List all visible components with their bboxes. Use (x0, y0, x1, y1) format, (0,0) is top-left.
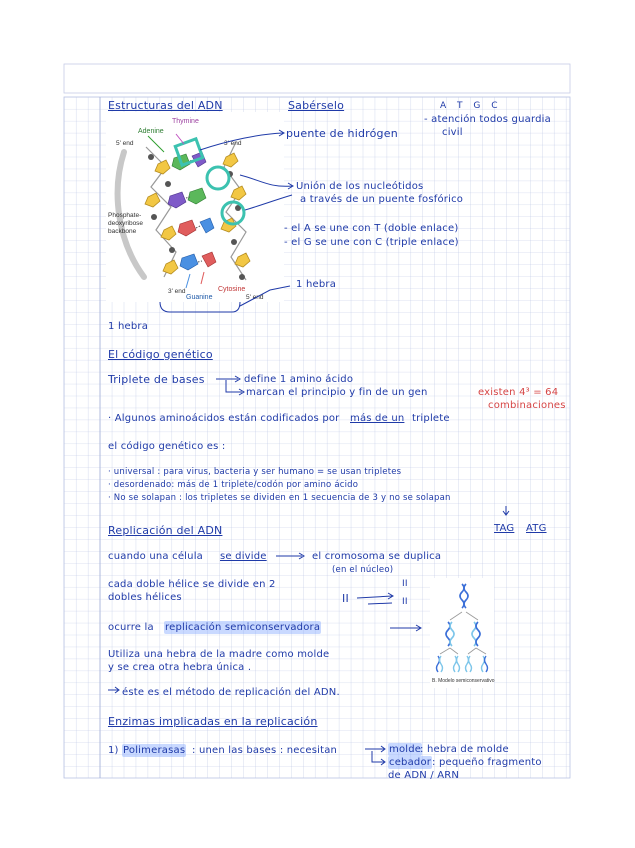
atgc-mnemonic-line2: civil (442, 127, 463, 138)
helix-symbol-top: II (402, 579, 408, 589)
combinations-count: existen 4³ = 64 (478, 387, 559, 398)
triplet-marks: marcan el principio y fin de un gen (246, 387, 428, 398)
amino-acids-note-b: más de un (350, 413, 405, 424)
amino-acids-note-c: triplete (412, 413, 450, 424)
sabe-note: Sabérselo (288, 99, 345, 112)
template-strand-line2: y se crea otra hebra única . (108, 662, 252, 673)
label-thymine: Thymine (172, 118, 199, 125)
double-helix-split-line1: cada doble hélice se divide en 2 (108, 579, 276, 590)
section-title-genetic-code: El código genético (108, 348, 213, 361)
label-5-end: 5' end (116, 140, 134, 147)
occurs-a: ocurre la (108, 622, 154, 633)
primer-desc: : pequeño fragmento (432, 757, 542, 768)
label-3-end: 3' end (224, 140, 242, 147)
replication-caption: B. Modelo semiconservativo (432, 678, 495, 684)
section-title-adn-structure: Estructuras del ADN (108, 99, 223, 112)
label-3-end-bottom: 3' end (168, 288, 186, 295)
helix-symbol-bottom: II (402, 597, 408, 607)
semiconservative-replication: replicación semiconservadora (165, 622, 321, 633)
codon-atg: ATG (526, 523, 547, 534)
nucleotide-union-line1: Unión de los nucleótidos (296, 181, 424, 192)
label-5-end-bottom: 5' end (246, 294, 264, 301)
amino-acids-note-a: · Algunos aminoácidos están codificados por (108, 413, 340, 424)
cell-divides-a: cuando una célula (108, 551, 204, 562)
polymerase-desc: : unen las bases : necesitan (192, 745, 338, 756)
template-strand-line1: Utiliza una hebra de la madre como molde (108, 649, 330, 660)
primer-label: cebador (389, 757, 432, 768)
double-helix-split-line2: dobles hélices (108, 592, 182, 603)
helix-symbol-main: II (342, 592, 349, 605)
property-no-overlap: · No se solapan : los tripletes se dividen en 1 secuencia de 3 y no se solapan (108, 493, 451, 503)
codon-tag: TAG (494, 523, 515, 534)
label-backbone-2: deoxyribose (108, 220, 144, 227)
pairing-a-t: - el A se une con T (doble enlace) (284, 223, 459, 234)
chromosome-duplicates: el cromosoma se duplica (312, 551, 442, 562)
section-title-enzymes: Enzimas implicadas en la replicación (108, 715, 318, 728)
label-cytosine: Cytosine (218, 286, 246, 293)
nucleotide-union-line2: a través de un puente fosfórico (300, 194, 464, 205)
in-nucleus: (en el núcleo) (332, 565, 394, 575)
label-backbone-3: backbone (108, 228, 137, 235)
atgc-mnemonic-line1: - atención todos guardia (424, 114, 551, 125)
section-title-replication: Replicación del ADN (108, 524, 223, 537)
hydrogen-bond-label: puente de hidrógen (286, 127, 398, 140)
polymerase-number: 1) (108, 745, 119, 756)
combinations-label: combinaciones (488, 400, 566, 411)
base-triplet: Triplete de bases (108, 373, 205, 386)
strand-label-right: 1 hebra (296, 279, 337, 290)
template-label: molde (389, 744, 422, 755)
pairing-g-c: - el G se une con C (triple enlace) (284, 237, 459, 248)
replication-method: éste es el método de replicación del ADN. (122, 687, 340, 698)
primer-desc-2: de ADN / ARN (388, 770, 460, 781)
polymerase-label: Polimerasas (123, 745, 186, 756)
label-backbone-1: Phosphate- (108, 212, 142, 219)
genetic-code-is: el código genético es : (108, 441, 226, 452)
triplet-defines: define 1 amino ácido (244, 374, 354, 385)
strand-label-left: 1 hebra (108, 321, 149, 332)
bases-atgc: A T G C (440, 101, 502, 111)
property-disordered: · desordenado: más de 1 triplete/codón por amino ácido (108, 480, 359, 490)
template-desc: : hebra de molde (420, 744, 509, 755)
label-adenine: Adenine (138, 128, 164, 135)
cell-divides-b: se divide (220, 551, 267, 562)
property-universal: · universal : para virus, bacteria y ser humano = se usan tripletes (108, 467, 402, 477)
label-guanine: Guanine (186, 294, 213, 301)
